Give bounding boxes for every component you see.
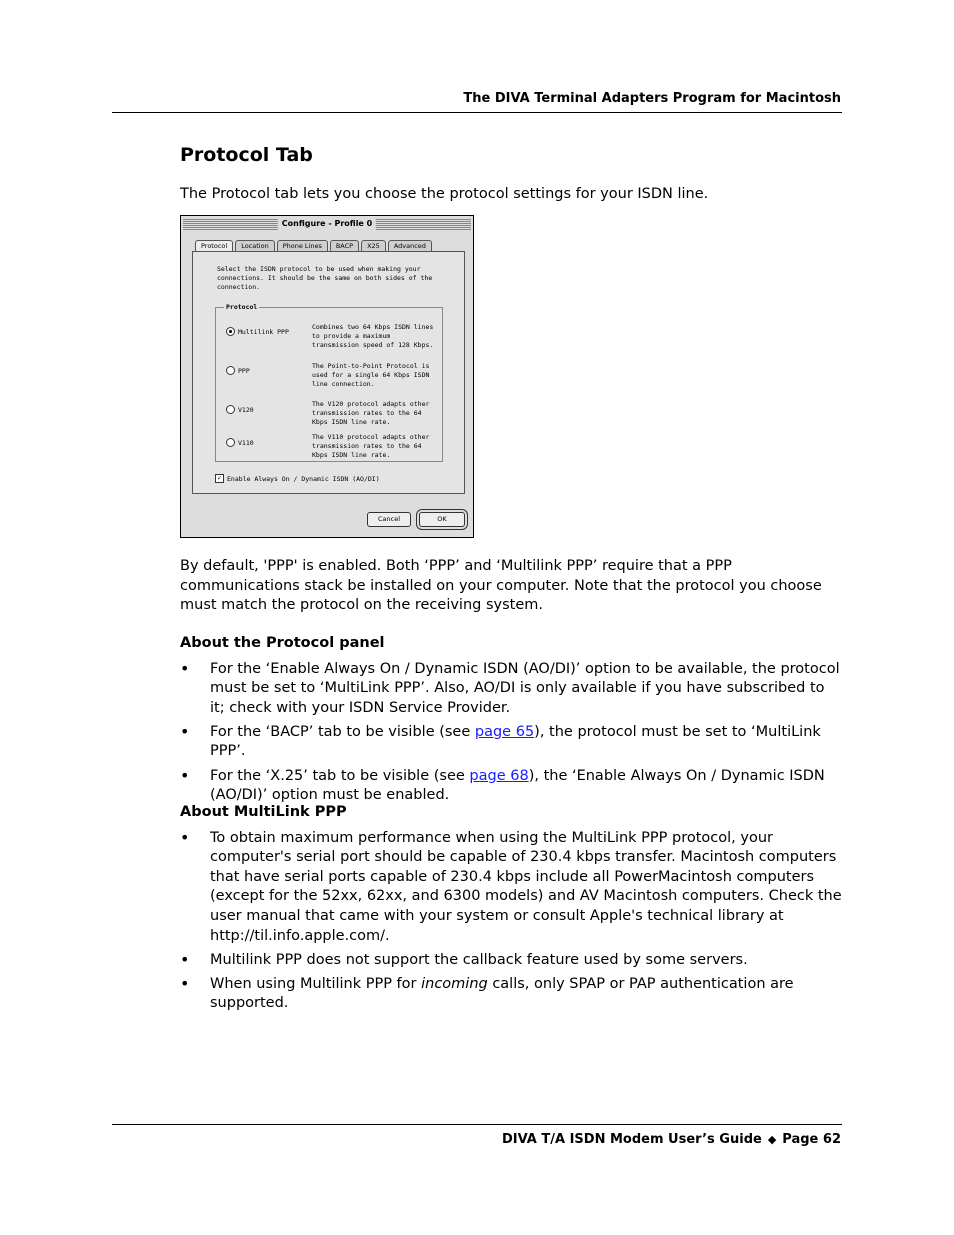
list-item [180, 767, 842, 806]
bullet-text: Multilink PPP does not support the callback feature used by some servers. [210, 951, 748, 968]
bullet-text: calls, only SPAP or PAP authentication are supported. [210, 975, 794, 1012]
about-protocol-section [180, 634, 842, 810]
option-label: V120 [238, 405, 254, 414]
option-description: The V110 protocol adapts other transmission rates to the 64 Kbps ISDN line rate. [312, 433, 430, 459]
emphasis-text: incoming [421, 975, 488, 992]
tab-phone-lines[interactable]: Phone Lines [277, 240, 328, 251]
page-number: Page 62 [782, 1132, 841, 1147]
aodi-checkbox-row[interactable] [215, 474, 380, 483]
radio-selected-icon [226, 327, 235, 336]
radio-icon [226, 438, 235, 447]
checkbox-label: Enable Always On / Dynamic ISDN (AO/DI) [227, 474, 380, 483]
ok-button[interactable]: OK [419, 512, 465, 527]
about-multilink-list [180, 829, 842, 1014]
radio-icon [226, 405, 235, 414]
option-description: The V120 protocol adapts other transmission rates to the 64 Kbps ISDN line rate. [312, 400, 430, 426]
bullet-text: To obtain maximum performance when using the MultiLink PPP protocol, your computer's serial port should be capable of 230.4 kbps transfer. Macintosh computers that have serial ports capable of 230.4 kbps include all PowerMacintosh computers (except for the 52xx, 62xx, and 6300 models) and AV Macintosh computers. Check the user manual that came with your system or consult Apple's technical library at http://til.info.apple.com/. [210, 829, 842, 944]
configure-dialog [180, 215, 474, 538]
dialog-titlebar [183, 218, 471, 230]
about-multilink-heading: About MultiLink PPP [180, 804, 347, 820]
about-multilink-section [180, 803, 842, 1018]
radio-v110[interactable] [226, 438, 254, 447]
page-footer [502, 1132, 841, 1147]
option-label: V110 [238, 438, 254, 447]
bullet-text: For the ‘BACP’ tab to be visible (see [210, 723, 475, 740]
radio-ppp[interactable] [226, 366, 250, 375]
bullet-text: ), the ‘Enable Always On / Dynamic ISDN (AO/DI)’ option must be enabled. [210, 767, 825, 804]
guide-title: DIVA T/A ISDN Modem User’s Guide [501, 1132, 762, 1147]
footer-rule [112, 1124, 842, 1125]
option-label: Multilink PPP [238, 327, 289, 336]
header-rule [112, 112, 842, 113]
panel-intro: Select the ISDN protocol to be used when making your connections. It should be the same on both sides of the connection. [217, 265, 433, 291]
group-label: Protocol [226, 303, 258, 311]
option-description: The Point-to-Point Protocol is used for a single 64 Kbps ISDN line connection. [312, 362, 430, 388]
cancel-button[interactable]: Cancel [367, 512, 411, 527]
bullet-text: When using Multilink PPP for [210, 975, 422, 992]
bullet-text: For the ‘Enable Always On / Dynamic ISDN (AO/DI)’ option to be available, the protocol must be set to ‘MultiLink PPP’. Also, AO/DI is only available if you have subscribed to it; check with your ISDN Service Provider. [210, 660, 840, 716]
list-item [180, 951, 842, 971]
protocol-panel [192, 251, 465, 494]
list-item [180, 660, 842, 719]
diamond-icon: ◆ [767, 1133, 777, 1146]
intro-paragraph: The Protocol tab lets you choose the protocol settings for your ISDN line. [180, 186, 709, 202]
list-item [180, 723, 842, 762]
option-label: PPP [238, 366, 250, 375]
dialog-title: Configure - Profile 0 [278, 218, 376, 230]
tab-x25[interactable]: X25 [361, 240, 386, 251]
checkmark-icon: ✓ [215, 474, 224, 483]
page-68-link[interactable]: page 68 [469, 767, 529, 784]
tab-advanced[interactable]: Advanced [388, 240, 432, 251]
default-paragraph: By default, 'PPP' is enabled. Both ‘PPP’ and ‘Multilink PPP’ require that a PPP communications stack be installed on your computer. Note that the protocol you choose must match the protocol on the receiving system. [180, 558, 822, 614]
radio-v120[interactable] [226, 405, 254, 414]
list-item [180, 829, 842, 947]
about-protocol-list [180, 660, 842, 806]
radio-icon [226, 366, 235, 375]
bullet-text: For the ‘X.25’ tab to be visible (see [210, 767, 470, 784]
option-description: Combines two 64 Kbps ISDN lines to provide a maximum transmission speed of 128 Kbps. [312, 323, 434, 349]
radio-multilink-ppp[interactable] [226, 327, 289, 336]
tab-location[interactable]: Location [235, 240, 275, 251]
dialog-tabs [195, 240, 434, 251]
protocol-group [215, 303, 443, 462]
tab-protocol[interactable]: Protocol [195, 240, 233, 251]
tab-bacp[interactable]: BACP [330, 240, 359, 251]
list-item [180, 975, 842, 1014]
running-header: The DIVA Terminal Adapters Program for Macintosh [463, 91, 841, 106]
bullet-text: ), the protocol must be set to ‘MultiLink PPP’. [210, 723, 821, 760]
section-title: Protocol Tab [180, 144, 313, 166]
about-protocol-heading: About the Protocol panel [180, 635, 385, 651]
page-65-link[interactable]: page 65 [474, 723, 535, 740]
